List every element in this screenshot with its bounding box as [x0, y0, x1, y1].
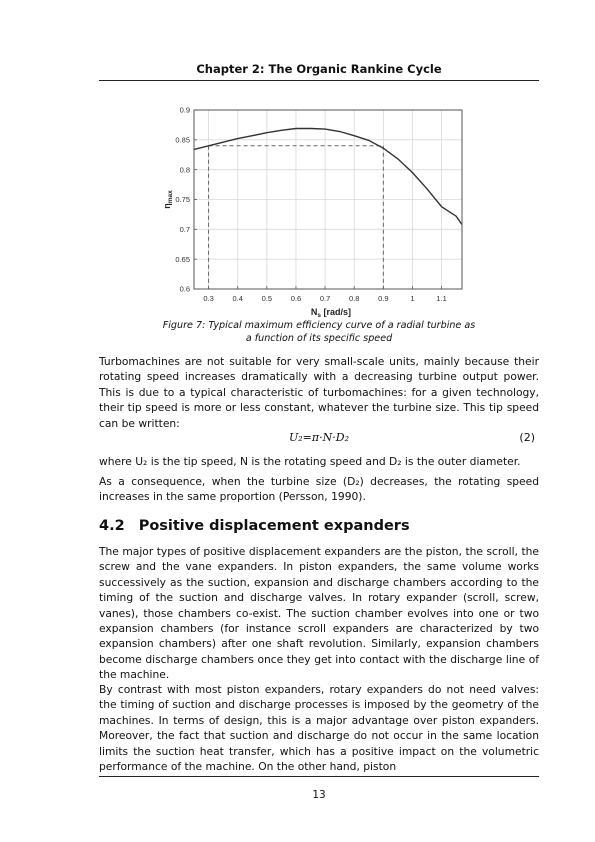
x-tick-label: 1 — [410, 294, 415, 303]
equation-tip-speed — [99, 431, 539, 447]
body-paragraph-turbomachines: Turbomachines are not suitable for very small-scale units, mainly because their rotating speed increases dramatically with a decreasing turbine output power. This is due to a typical characteristic of turbomachines: for a given technology, their tip speed is more or less constant, whatever the turbine size. This tip speed can be written: — [99, 355, 539, 430]
x-axis-label-symbol: N — [310, 307, 318, 317]
page-number: 13 — [312, 789, 326, 801]
y-tick-label: 0.7 — [179, 224, 190, 234]
x-tick-label: 0.7 — [319, 294, 331, 303]
y-axis-label — [162, 190, 174, 209]
x-tick-label: 0.6 — [290, 294, 302, 303]
equation-number: (2) — [519, 431, 535, 444]
y-tick-label: 0.8 — [179, 165, 190, 175]
y-tick-label: 0.9 — [179, 105, 190, 115]
section-number: 4.2 — [99, 518, 125, 534]
x-tick-label: 0.3 — [203, 294, 214, 303]
body-paragraph-rotary-expanders: By contrast with most piston expanders, rotary expanders do not need valves: the timing of suction and discharge processes is imposed by the geometry of the machines. In terms of design, this is a major advantage over piston expanders. Moreover, the fact that suction and discharge do not occur in the same location limits the suction heat transfer, which has a positive impact on the volumetric performance of the machine. On the other hand, piston — [99, 683, 539, 774]
y-axis-label-symbol: η — [162, 203, 172, 209]
section-title: Positive displacement expanders — [138, 518, 410, 534]
y-tick-label: 0.85 — [175, 135, 190, 145]
x-axis-label-unit: [rad/s] — [321, 307, 352, 317]
figure-caption-line-1: Figure 7: Typical maximum efficiency curve of a radial turbine as — [162, 320, 476, 331]
x-axis-label-subscript: s — [317, 312, 322, 319]
y-tick-label: 0.75 — [175, 195, 190, 205]
x-axis-label — [311, 307, 351, 319]
x-tick-label: 0.5 — [261, 294, 273, 303]
figure-caption-line-2: a function of its specific speed — [245, 333, 393, 344]
section-heading — [99, 518, 410, 534]
y-tick-label: 0.65 — [175, 254, 190, 264]
x-tick-label: 0.4 — [232, 294, 243, 303]
y-tick-label: 0.6 — [179, 284, 190, 294]
y-axis-label-subscript: max — [167, 190, 174, 204]
x-tick-label: 0.9 — [378, 294, 389, 303]
equation-expression: U₂=π·N·D₂ — [289, 431, 349, 444]
x-tick-label: 1.1 — [436, 294, 447, 303]
body-paragraph-expander-types: The major types of positive displacement expanders are the piston, the scroll, the screw and the vane expanders. In piston expanders, the same volume works successively as the suction, expansion and discharge chambers according to the timing of the suction and discharge valves. In rotary expander (scroll, screw, vanes), those chambers co-exist. The suction chamber evolves into one or two expansion chambers (for instance scroll expanders are characterized by two expansion chambers) after one shaft revolution. Similarly, expansion chambers become discharge chambers once they get into contact with the discharge line of the machine. — [99, 545, 539, 682]
page-header-title: Chapter 2: The Organic Rankine Cycle — [196, 62, 442, 76]
body-paragraph-definitions: where U₂ is the tip speed, N is the rotating speed and D₂ is the outer diameter. — [99, 455, 521, 468]
x-tick-label: 0.8 — [348, 294, 360, 303]
footer-rule — [99, 776, 539, 777]
figure-caption — [99, 319, 539, 345]
efficiency-chart — [0, 0, 595, 345]
body-paragraph-consequence: As a consequence, when the turbine size (D₂) decreases, the rotating speed increases in the same proportion (Persson, 1990). — [99, 475, 539, 504]
